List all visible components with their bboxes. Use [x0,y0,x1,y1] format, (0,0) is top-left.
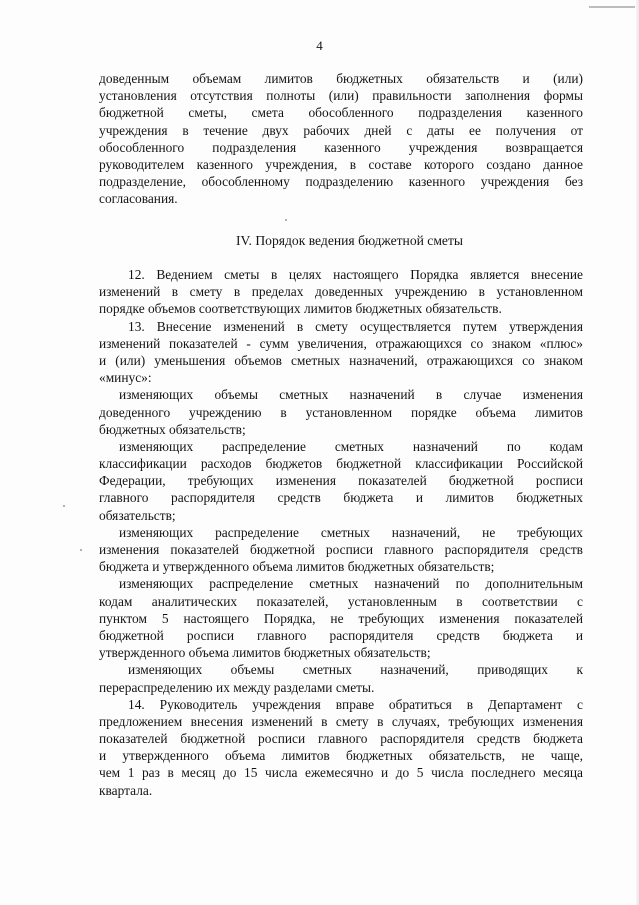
section-body [99,266,583,799]
paragraph-continued [99,70,583,208]
paragraph-14-line: предложением внесения изменений в смету в случаях, требующих изменения [99,713,583,729]
paragraph-12-line: изменений в смету в пределах доведенных учреждению в установленном [99,284,583,300]
text-line: бюджетной сметы, смета обособленного подразделения казенного [99,105,583,121]
list-item-line: изменяющих распределение сметных назначений по кодам [119,438,583,454]
list-item-line: перераспределению их между разделами сметы. [99,679,375,695]
list-item-line: изменяющих объемы сметных назначений в случае изменения [119,387,583,403]
list-item-line: главного распорядителя средств бюджета и лимитов бюджетных [99,490,583,506]
list-item-line: изменяющих распределение сметных назначений, не требующих [119,524,583,540]
list-item-line: бюджетных обязательств; [99,421,246,437]
text-line: подразделение, обособленному подразделению казенного учреждения без [99,174,583,190]
paragraph-13-line: «минус»: [99,370,152,386]
scan-speck [285,219,287,221]
list-item-line: доведенного учреждению в установленном порядке объема лимитов [99,404,583,420]
paragraph-14-line: и утвержденного объема лимитов бюджетных обязательств, не чаще, [99,748,583,764]
list-item-line: бюджета и утвержденного объема лимитов бюджетных обязательств; [99,559,495,575]
list-item-line: изменения показателей бюджетной росписи главного распорядителя средств [99,542,583,557]
scan-speck [63,505,65,507]
list-item-line: пунктом 5 настоящего Порядка, не требующих изменения показателей [99,610,583,626]
list-item-line: изменяющих объемы сметных назначений, приводящих к [128,662,583,678]
list-item-line: утвержденного объема лимитов бюджетных обязательств; [99,645,431,661]
text-line: руководителем казенного учреждения, в составе которого создано данное [99,156,583,172]
paragraph-14-line: квартала. [99,782,153,798]
text-line: установления отсутствия полноты (или) правильности заполнения формы [99,88,583,104]
paragraph-12-line: порядке объемов соответствующих лимитов бюджетных обязательств. [99,301,502,317]
text-line: согласования. [99,191,178,207]
list-item-line: Федерации, требующих изменения показателей бюджетной росписи [99,473,583,489]
paragraph-14-line: чем 1 раз в месяц до 15 числа ежемесячно и до 5 числа последнего месяца [99,765,583,781]
scan-corner-mark [589,6,635,8]
paragraph-14-line: 14. Руководитель учреждения вправе обратиться в Департамент с [128,696,583,712]
list-item-line: обязательств; [99,507,176,523]
list-item-line: изменяющих распределение сметных назначений по дополнительным [119,576,583,592]
text-line: обособленного подразделения казенного учреждения возвращается [99,139,583,155]
list-item-line: кодам аналитических показателей, установленным в соответствии с [99,593,583,609]
text-line: учреждения в течение двух рабочих дней с даты ее получения от [99,122,583,138]
list-item-line: классификации расходов бюджетов бюджетной классификации Российской [99,456,583,472]
scan-speck [80,549,82,551]
page-number: 4 [316,38,323,53]
list-item-line: бюджетной росписи главного распорядителя средств бюджета и [99,627,583,643]
section-heading: IV. Порядок ведения бюджетной сметы [235,233,464,248]
paragraph-14-line: показателей бюджетной росписи главного распорядителя средств бюджета [99,731,583,747]
paragraph-12-line: 12. Ведением сметы в целях настоящего Порядка является внесение [128,267,583,282]
paragraph-13-line: изменений показателей - сумм увеличения, отражающихся со знаком «плюс» [99,335,583,351]
paragraph-13-line: 13. Внесение изменений в смету осуществляется путем утверждения [128,318,583,334]
text-line: доведенным объемам лимитов бюджетных обязательств и (или) [99,71,583,86]
paragraph-13-line: и (или) уменьшения объемов сметных назначений, отражающихся со знаком [99,352,583,368]
